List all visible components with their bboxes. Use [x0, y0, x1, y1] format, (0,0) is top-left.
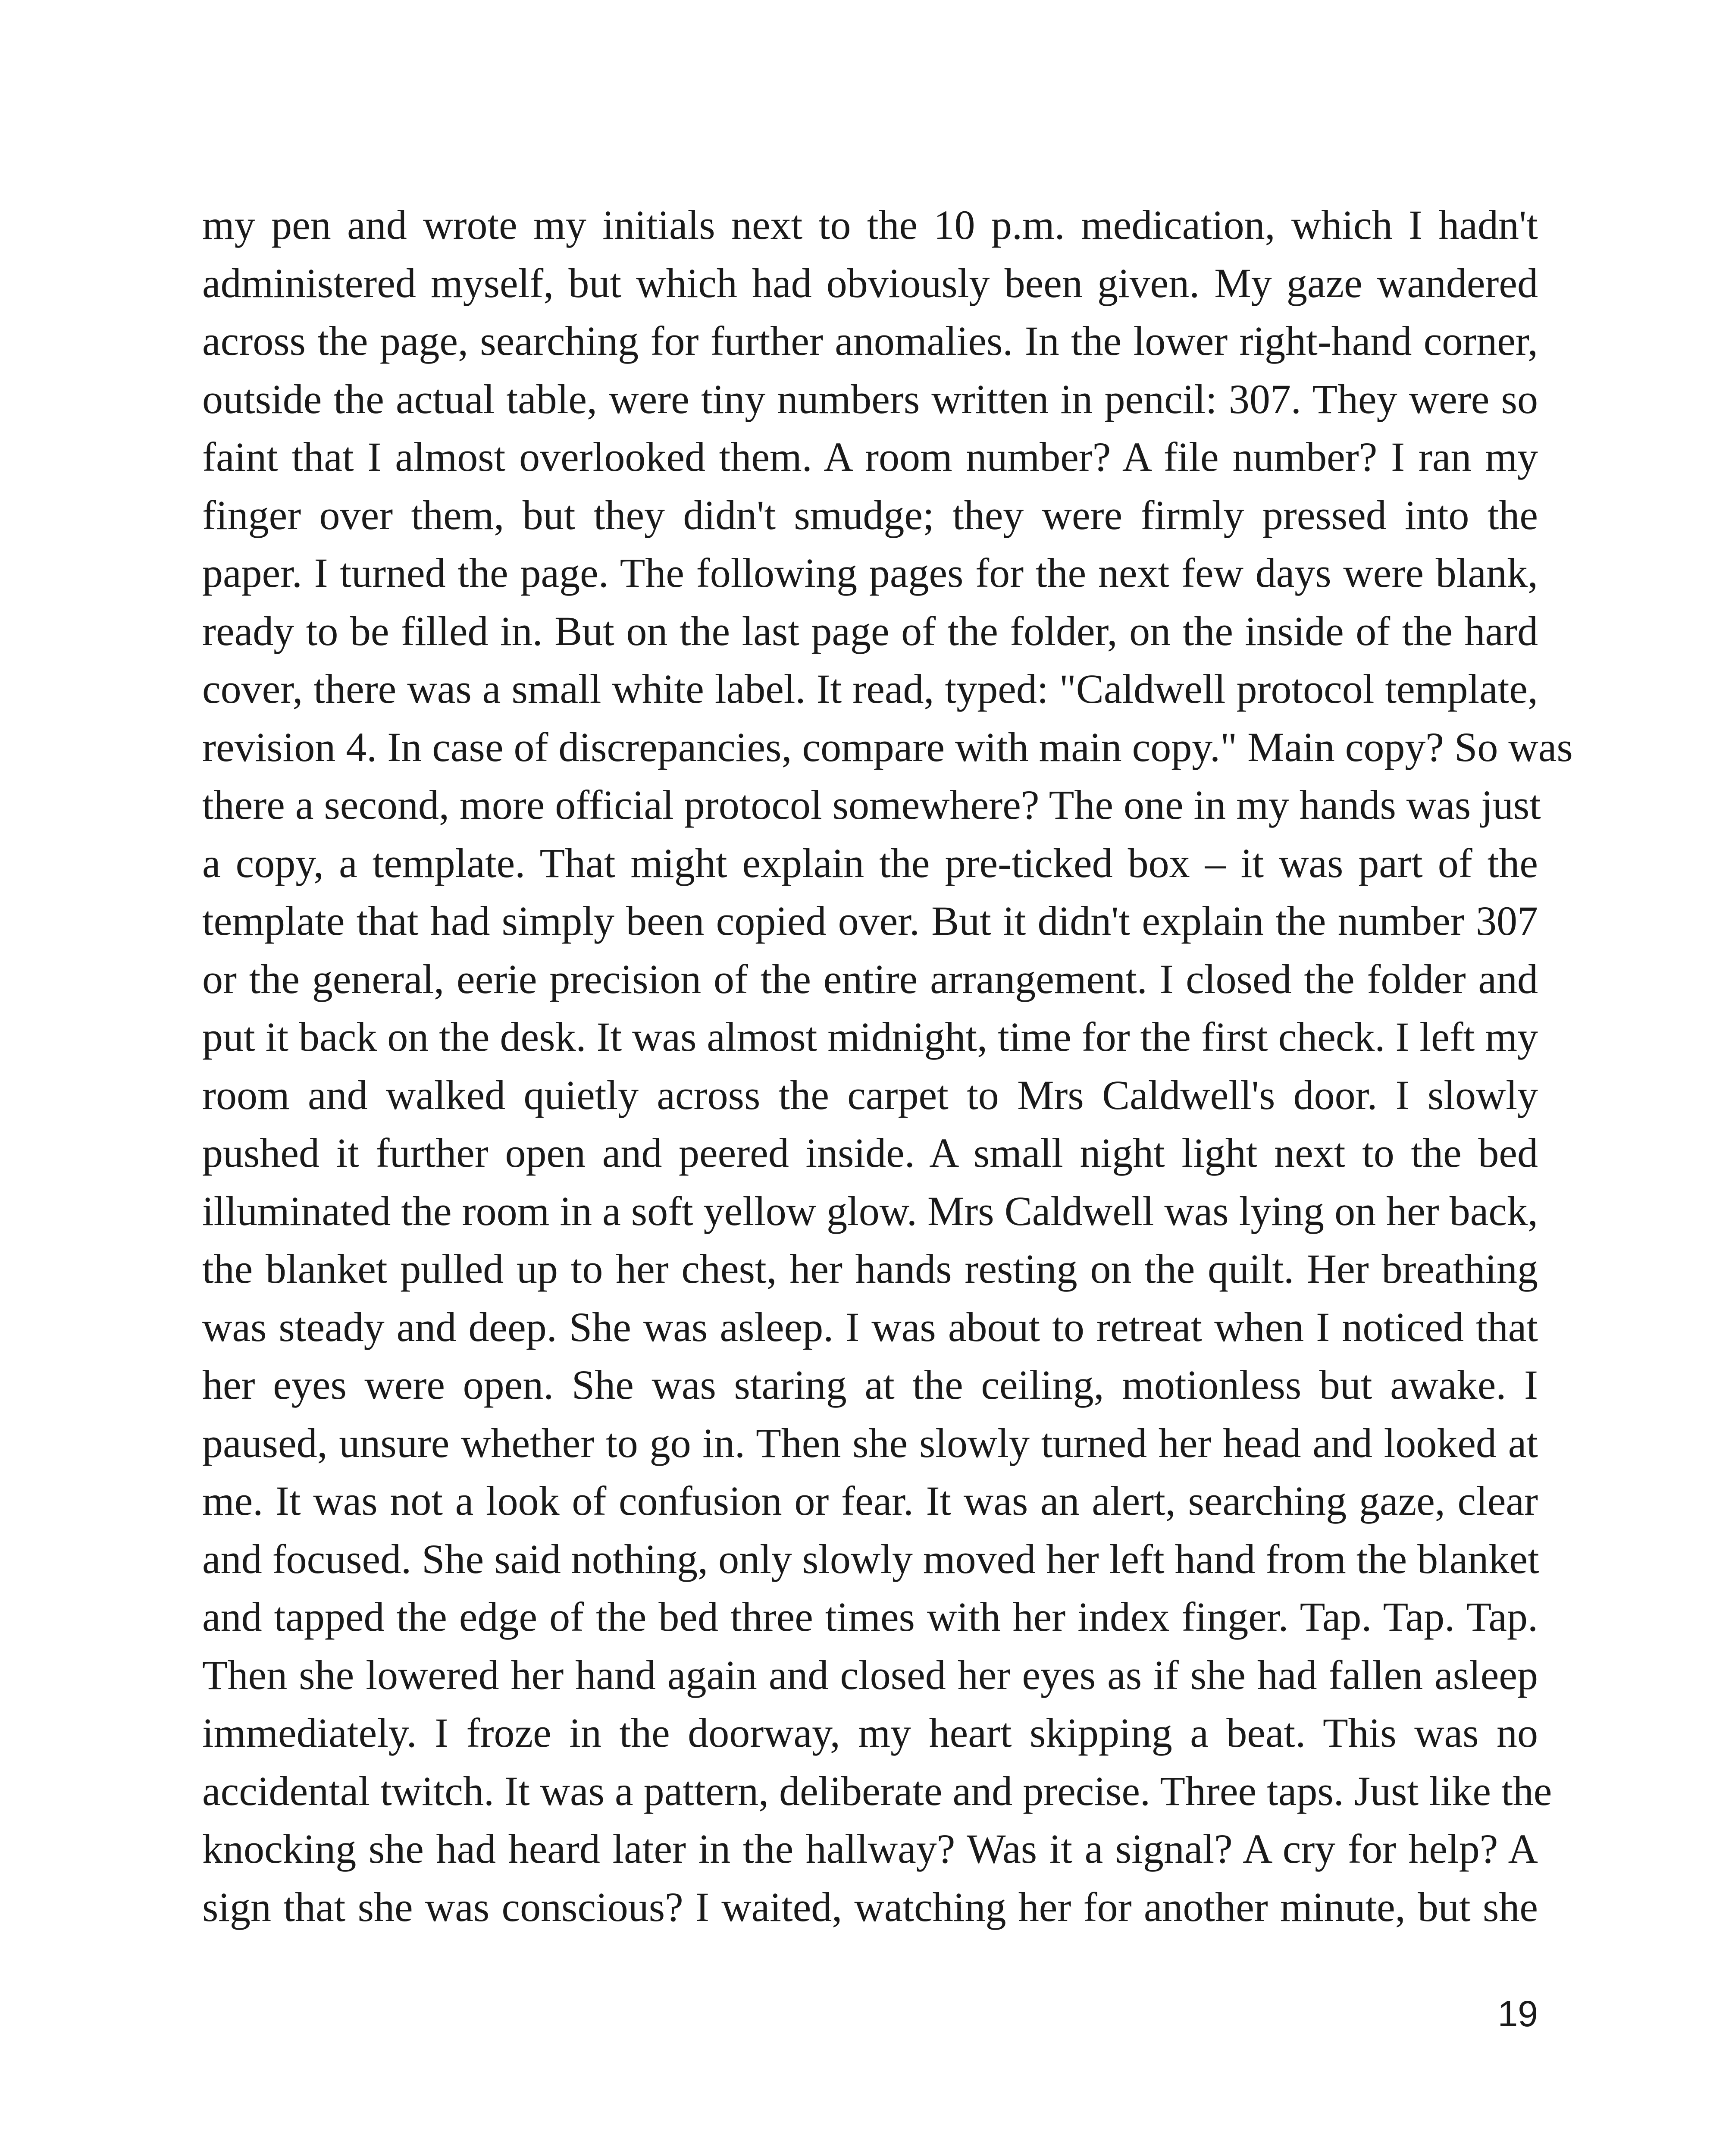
text-line: cover, there was a small white label. It read, typed: "Caldwell protocol template, — [202, 666, 1538, 712]
text-line: was steady and deep. She was asleep. I was about to retreat when I noticed that — [202, 1304, 1538, 1350]
text-line: there a second, more official protocol somewhere? The one in my hands was just — [202, 782, 1541, 828]
text-line: faint that I almost overlooked them. A room number? A file number? I ran my — [202, 434, 1538, 480]
text-line: and focused. She said nothing, only slowly moved her left hand from the blanket — [202, 1536, 1539, 1582]
text-line: her eyes were open. She was staring at the ceiling, motionless but awake. I — [202, 1362, 1538, 1408]
text-line: knocking she had heard later in the hallway? Was it a signal? A cry for help? A — [202, 1826, 1538, 1872]
text-line: illuminated the room in a soft yellow glow. Mrs Caldwell was lying on her back, — [202, 1188, 1538, 1234]
text-line: administered myself, but which had obviously been given. My gaze wandered — [202, 260, 1538, 306]
text-line: my pen and wrote my initials next to the 10 p.m. medication, which I hadn't — [202, 202, 1538, 248]
text-line: or the general, eerie precision of the entire arrangement. I closed the folder and — [202, 956, 1538, 1002]
text-line: ready to be filled in. But on the last page of the folder, on the inside of the hard — [202, 608, 1538, 654]
text-line: revision 4. In case of discrepancies, compare with main copy." Main copy? So was — [202, 724, 1573, 770]
text-line: paused, unsure whether to go in. Then she slowly turned her head and looked at — [202, 1420, 1538, 1466]
text-line: and tapped the edge of the bed three times with her index finger. Tap. Tap. Tap. — [202, 1594, 1538, 1640]
text-line: sign that she was conscious? I waited, watching her for another minute, but she — [202, 1883, 1538, 1930]
text-line: outside the actual table, were tiny numbers written in pencil: 307. They were so — [202, 376, 1538, 422]
text-line: the blanket pulled up to her chest, her hands resting on the quilt. Her breathing — [202, 1246, 1538, 1292]
text-line: accidental twitch. It was a pattern, deliberate and precise. Three taps. Just like the — [202, 1767, 1552, 1814]
text-line: a copy, a template. That might explain the pre-ticked box – it was part of the — [202, 840, 1538, 886]
text-line: me. It was not a look of confusion or fear. It was an alert, searching gaze, clear — [202, 1478, 1538, 1524]
text-line: Then she lowered her hand again and closed her eyes as if she had fallen asleep — [202, 1651, 1538, 1698]
text-line: pushed it further open and peered inside. A small night light next to the bed — [202, 1130, 1538, 1176]
text-line: template that had simply been copied over. But it didn't explain the number 307 — [202, 898, 1538, 944]
text-line: immediately. I froze in the doorway, my heart skipping a beat. This was no — [202, 1710, 1538, 1756]
page-number: 19 — [1497, 1993, 1538, 2034]
body-text — [202, 196, 1573, 1936]
text-line: put it back on the desk. It was almost midnight, time for the first check. I left my — [202, 1014, 1538, 1060]
text-line: paper. I turned the page. The following pages for the next few days were blank, — [202, 550, 1538, 596]
text-line: across the page, searching for further anomalies. In the lower right-hand corner, — [202, 318, 1538, 364]
text-line: room and walked quietly across the carpet to Mrs Caldwell's door. I slowly — [202, 1072, 1538, 1118]
text-line: finger over them, but they didn't smudge; they were firmly pressed into the — [202, 492, 1538, 538]
